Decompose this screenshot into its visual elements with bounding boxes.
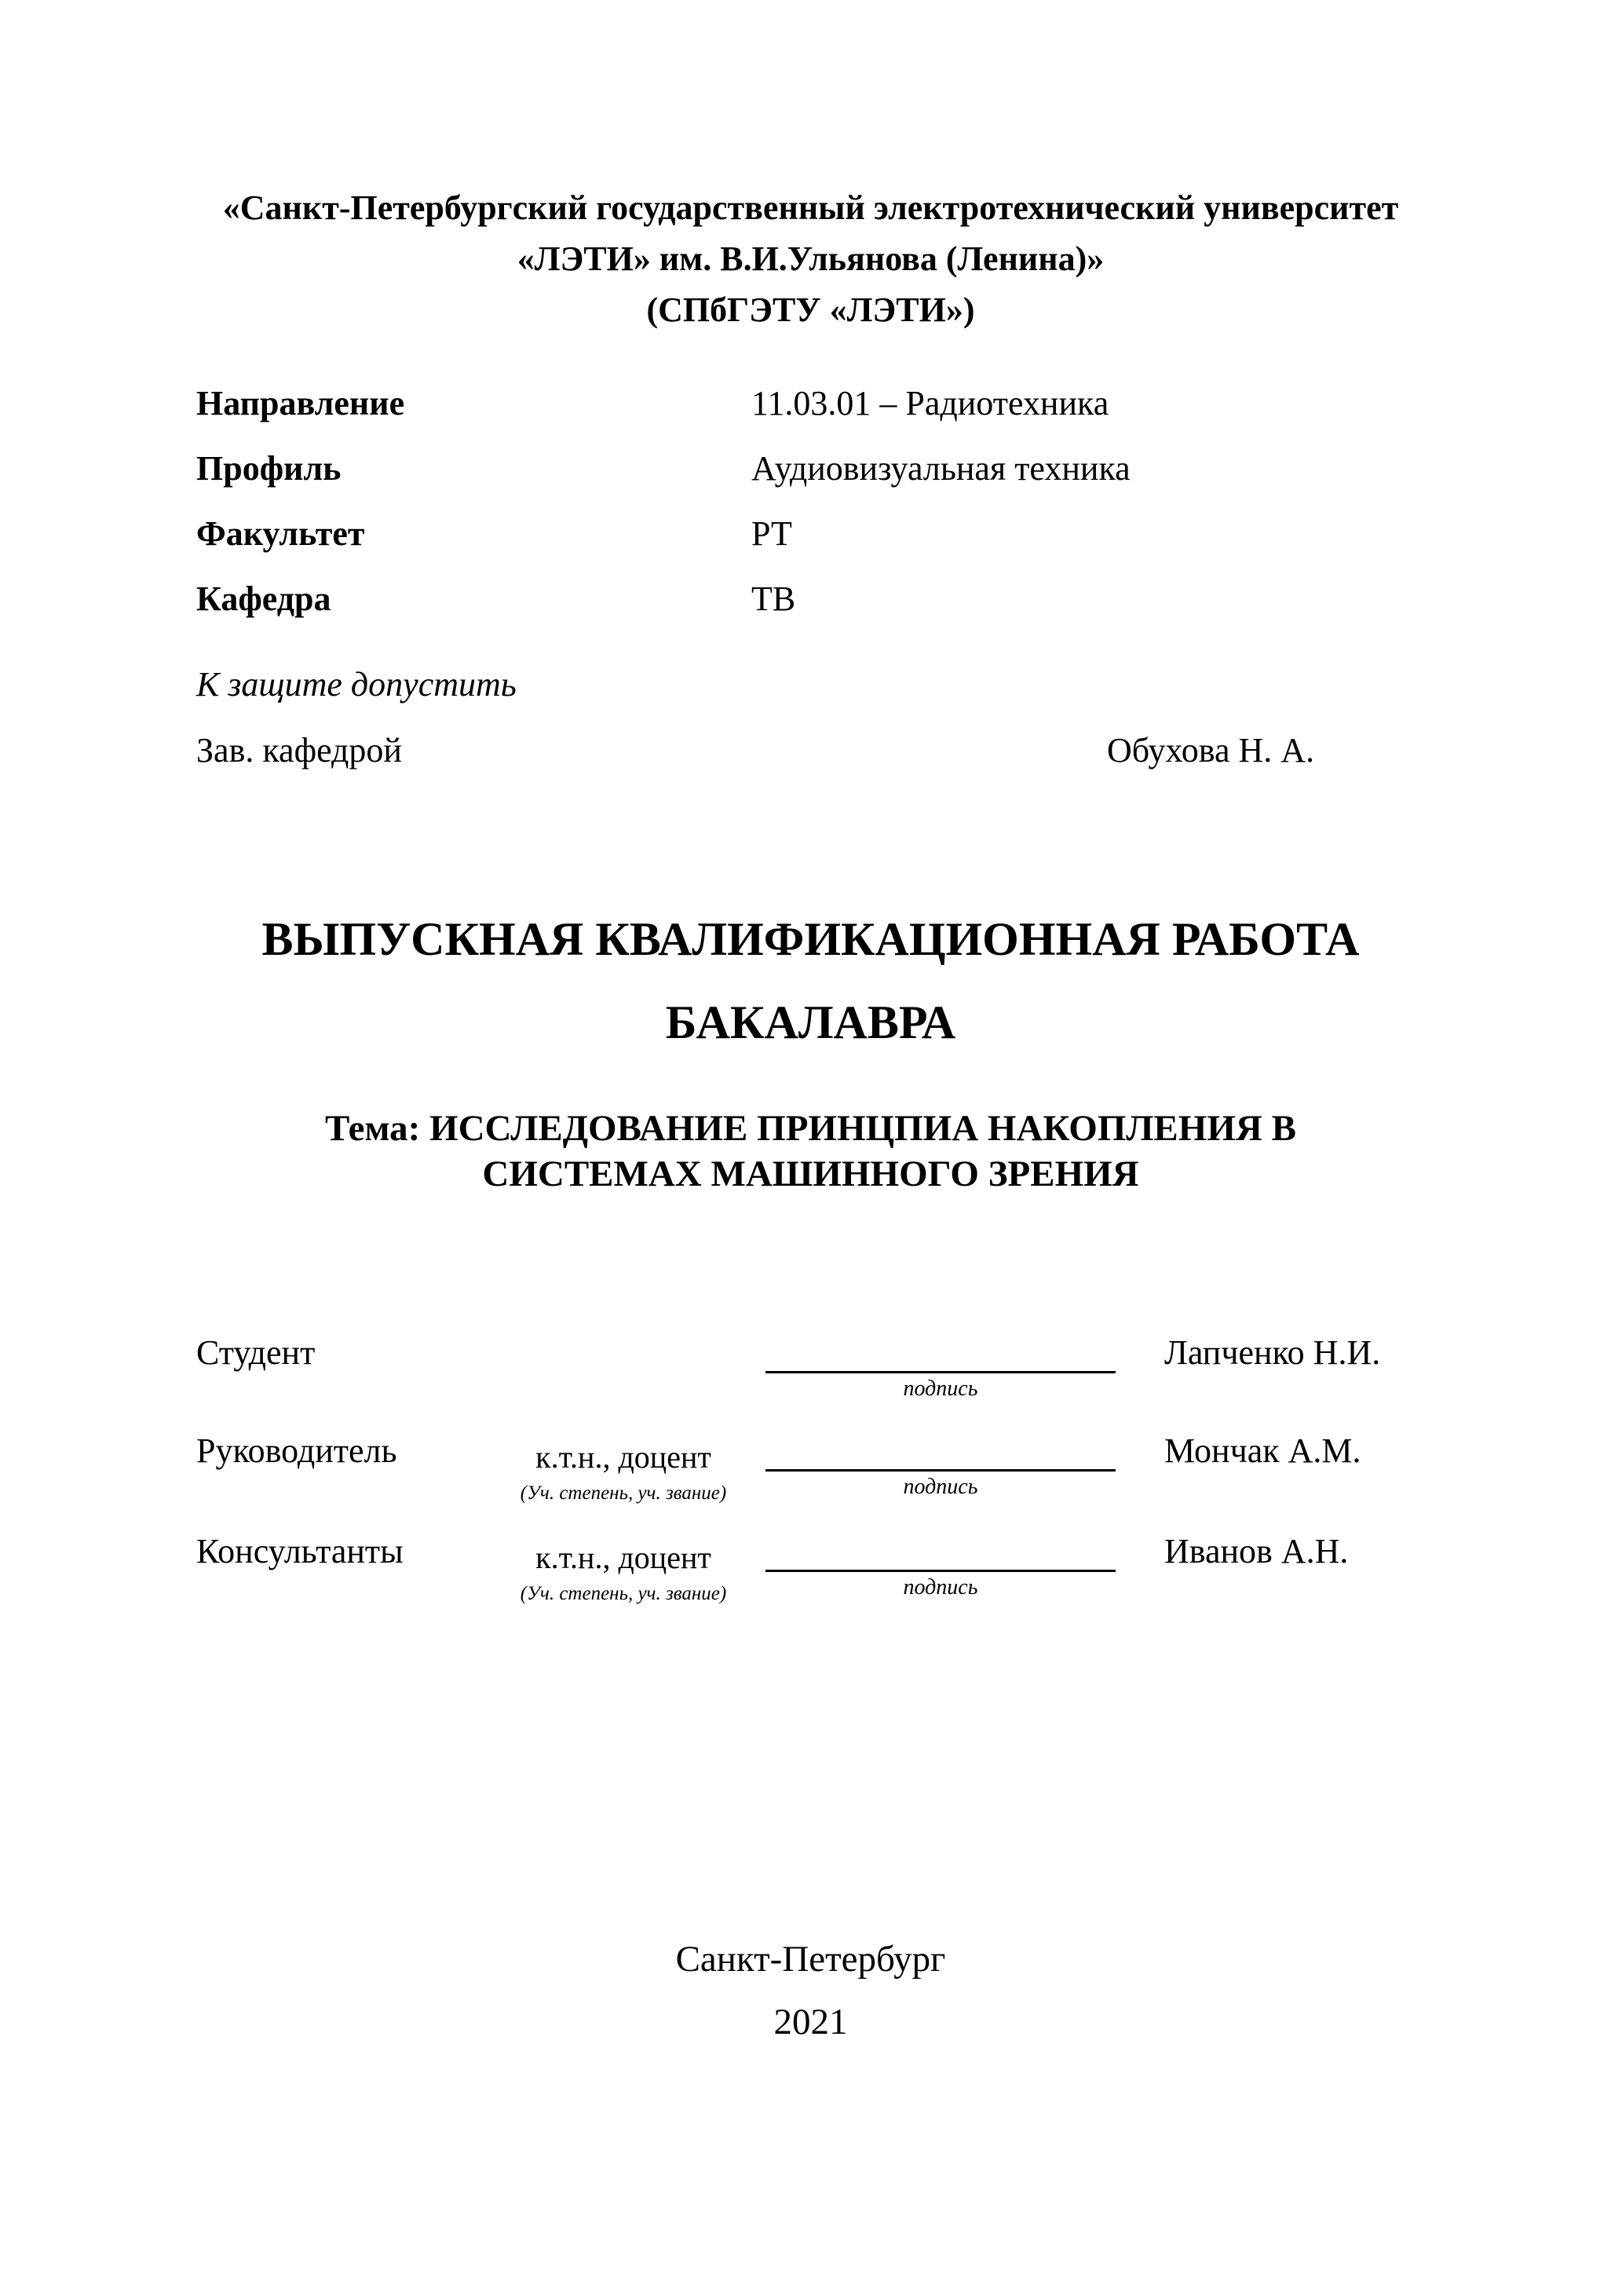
work-theme-line-1: Тема: ИССЛЕДОВАНИЕ ПРИНЦПИА НАКОПЛЕНИЯ В <box>325 1108 1296 1149</box>
signature-name-student: Лапченко Н.И. <box>1164 1333 1381 1372</box>
field-row-department <box>196 579 1425 644</box>
signature-block-student <box>765 1333 1116 1402</box>
work-title-line-1: ВЫПУСКНАЯ КВАЛИФИКАЦИОННАЯ РАБОТА <box>261 913 1360 965</box>
field-label-profile: Профиль <box>196 449 342 488</box>
signature-row-consultants <box>196 1531 1425 1629</box>
work-theme <box>196 1106 1425 1197</box>
signature-row-supervisor <box>196 1431 1425 1529</box>
signature-line-supervisor <box>765 1431 1116 1472</box>
field-label-department: Кафедра <box>196 579 331 618</box>
field-label-faculty: Факультет <box>196 514 365 553</box>
degree-block-supervisor <box>501 1439 746 1505</box>
university-name-line-2: «ЛЭТИ» им. В.И.Ульянова (Ленина)» <box>517 239 1105 278</box>
field-row-profile <box>196 448 1425 514</box>
degree-note-consultants: (Уч. степень, уч. звание) <box>520 1583 727 1604</box>
signature-name-supervisor: Мончак А.М. <box>1164 1431 1361 1470</box>
field-value-profile: Аудиовизуальная техника <box>751 449 1131 488</box>
field-value-faculty: РТ <box>751 514 792 553</box>
signature-line-student <box>765 1333 1116 1373</box>
field-value-direction: 11.03.01 – Радиотехника <box>751 384 1109 422</box>
signature-caption-consultants: подпись <box>903 1575 978 1600</box>
signature-block-supervisor <box>765 1431 1116 1501</box>
degree-block-consultants <box>501 1540 746 1606</box>
signature-role-student: Студент <box>196 1333 316 1372</box>
department-head-role: Зав. кафедрой <box>196 731 402 770</box>
program-fields <box>196 383 1425 644</box>
signature-role-supervisor: Руководитель <box>196 1431 397 1470</box>
signature-line-consultants <box>765 1531 1116 1572</box>
footer <box>196 1928 1425 2053</box>
footer-year: 2021 <box>773 2002 848 2042</box>
university-name-line-1: «Санкт-Петербургский государственный электротехнический университет <box>222 188 1399 227</box>
degree-supervisor: к.т.н., доцент <box>535 1439 711 1475</box>
signature-caption-student: подпись <box>903 1377 978 1401</box>
field-value-department: ТВ <box>751 579 796 618</box>
work-title-line-2: БАКАЛАВРА <box>665 996 956 1048</box>
work-title <box>196 898 1425 1064</box>
field-label-direction: Направление <box>196 384 405 422</box>
signature-row-student <box>196 1333 1425 1431</box>
work-theme-line-2: СИСТЕМАХ МАШИННОГО ЗРЕНИЯ <box>482 1153 1139 1194</box>
signature-block-consultants <box>765 1531 1116 1601</box>
field-row-faculty <box>196 514 1425 579</box>
department-head-row <box>196 730 1425 771</box>
signature-name-consultants: Иванов А.Н. <box>1164 1532 1349 1570</box>
department-head-name: Обухова Н. А. <box>1107 731 1315 770</box>
field-row-direction <box>196 383 1425 448</box>
degree-note-supervisor: (Уч. степень, уч. звание) <box>520 1483 727 1504</box>
footer-city: Санкт-Петербург <box>675 1939 946 1980</box>
university-abbreviation: (СПбГЭТУ «ЛЭТИ») <box>646 291 975 329</box>
signature-role-consultants: Консультанты <box>196 1532 404 1570</box>
signature-caption-supervisor: подпись <box>903 1475 978 1499</box>
admission-note: К защите допустить <box>196 665 517 704</box>
degree-consultants: к.т.н., доцент <box>535 1540 711 1575</box>
university-header <box>196 182 1425 335</box>
